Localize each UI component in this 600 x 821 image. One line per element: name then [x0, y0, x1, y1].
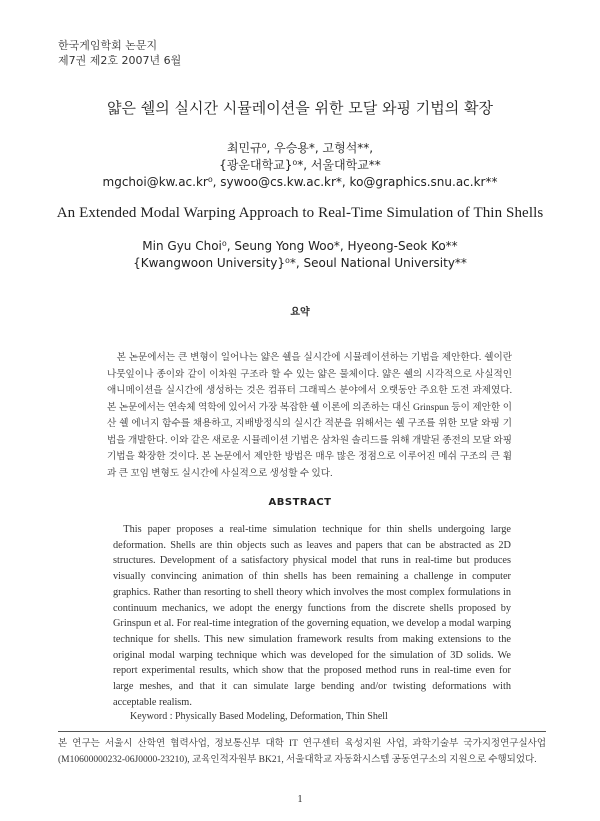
english-affiliation: {Kwangwoon University}⁰*, Seoul National University** — [133, 256, 467, 270]
korean-author-block — [0, 140, 600, 191]
korean-abstract-heading: 요약 — [290, 307, 310, 318]
english-authors: Min Gyu Choi⁰, Seung Yong Woo*, Hyeong-Seok Ko** — [142, 239, 458, 253]
korean-affiliation: {광운대학교}⁰*, 서울대학교** — [219, 158, 381, 172]
author-emails: mgchoi@kw.ac.kr⁰, sywoo@cs.kw.ac.kr*, ko@graphics.snu.ac.kr** — [102, 175, 498, 189]
korean-abstract-text: 본 논문에서는 큰 변형이 일어나는 얇은 쉘을 실시간에 시뮬레이션하는 기법을 제안한다. 쉘이란 나뭇잎이나 종이와 같이 이차원 구조라 할 수 있는 얇은 물체이다. 얇은 쉘의 시각적으로 사실적인 애니메이션을 실시간에 생성하는 것은 컴퓨터 그래픽스 분야에서 오랫동안 주요한 도전 과제였다. 본 논문에서는 연속체 역학에 있어서 가장 복잡한 쉘 이론에 의존하는 대신 Grinspun 등이 제안한 이산 쉘 에너지 함수를 채용하고, 지배방정식의 실시간 적분을 위해서는 쉘 구조를 위한 모달 와핑 기법을 개발한다. 이와 같은 새로운 시뮬레이션 기법은 삼차원 솔리드를 위해 개발된 종전의 모달 와핑 기법을 확장한 것이다. 본 논문에서 제안한 방법은 매우 많은 정점으로 이루어진 메쉬 구조의 큰 휨과 큰 꼬임 변형도 실시간에 사실적으로 생성할 수 있다. — [107, 352, 512, 479]
footnote-divider — [58, 731, 546, 732]
english-author-block — [0, 238, 600, 272]
keyword-line: Keyword : Physically Based Modeling, Deformation, Thin Shell — [130, 711, 388, 722]
english-title: An Extended Modal Warping Approach to Real-Time Simulation of Thin Shells — [56, 205, 544, 221]
korean-abstract — [107, 350, 512, 482]
page-number: 1 — [297, 794, 303, 805]
journal-header — [58, 38, 181, 68]
english-abstract-text: This paper proposes a real-time simulation technique for thin shells undergoing large deformation. Shells are thin objects such as leaves and papers that can be abstracted as 2D structures. Development of a satisfactory physical model that runs in real-time but produces visually convincing animation of thin shells has been remaining a challenge in computer graphics. Rather than resorting to shell theory which involves the most complex formulations in continuum mechanics, we adopt the energy functions from the discrete shells proposed by Grinspun et al. For real-time integration of the governing equation, we develop a modal warping technique for shells. This new simulation framework results from making extensions to the original modal warping technique which was developed for the simulation of 3D solids. We report experimental results, which show that the proposed method runs in real-time even for large meshes, and that it can simulate large bending and/or twisting deformations with acceptable realism. — [113, 524, 511, 708]
english-abstract — [113, 522, 511, 710]
journal-issue: 제7권 제2호 2007년 6월 — [58, 54, 182, 67]
english-abstract-heading: ABSTRACT — [268, 497, 332, 508]
funding-footnote: 본 연구는 서울시 산학연 협력사업, 정보통신부 대학 IT 연구센터 육성지원 사업, 과학기술부 국가지정연구실사업(M10600000232-06J0000-23210), 교육인적자원부 BK21, 서울대학교 자동화시스템 공동연구소의 지원으로 수행되었다. — [58, 739, 546, 765]
korean-authors: 최민규⁰, 우승용*, 고형석**, — [226, 141, 374, 155]
journal-name: 한국게임학회 논문지 — [58, 39, 158, 52]
korean-title: 얇은 쉘의 실시간 시뮬레이션을 위한 모달 와핑 기법의 확장 — [107, 99, 493, 117]
